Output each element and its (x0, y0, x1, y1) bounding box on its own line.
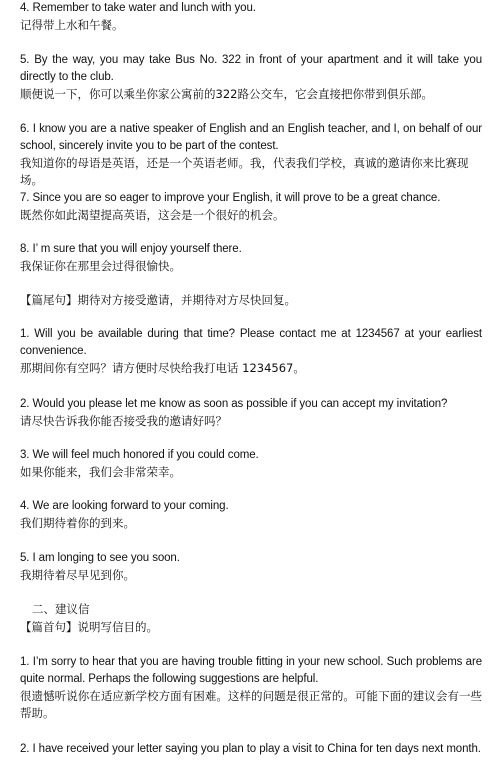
list-item (20, 396, 482, 430)
chinese-translation: 很遗憾听说你在适应新学校方面有困难。这样的问题是很正常的。可能下面的建议会有一些帮助。 (20, 689, 482, 720)
english-sentence: 2. Would you please let me know as soon as possible if you can accept my invitation? (20, 398, 448, 410)
chinese-translation: 我保证你在那里会过得很愉快。 (20, 259, 181, 273)
english-sentence: 5. By the way, you may take Bus No. 322 in front of your apartment and it will take you directly to the club. (20, 54, 482, 83)
english-sentence: 3. We will feel much honored if you could come. (20, 449, 259, 461)
chinese-translation: 那期间你有空吗？请方便时尽快给我打电话 1234567。 (20, 361, 305, 375)
chinese-translation: 我期待着尽早见到你。 (20, 568, 135, 582)
english-sentence: 5. I am longing to see you soon. (20, 552, 180, 564)
section-heading (20, 292, 482, 309)
section-title (20, 601, 482, 618)
list-item (20, 741, 482, 758)
chinese-translation: 顺便说一下，你可以乘坐你家公寓前的322路公交车，它会直接把你带到俱乐部。 (20, 87, 433, 101)
heading-text: 【篇首句】说明写信目的。 (20, 620, 158, 634)
chinese-translation: 我们期待着你的到来。 (20, 516, 135, 530)
list-item (20, 241, 482, 275)
english-sentence: 6. I know you are a native speaker of English and an English teacher, and I, on behalf of our school, sincerely invite you to be part of the contest. (20, 123, 482, 152)
list-item (20, 121, 482, 189)
english-sentence: 4. Remember to take water and lunch with you. (20, 2, 256, 14)
english-sentence: 7. Since you are so eager to improve your English, it will prove to be a great chance. (20, 192, 441, 204)
list-item (20, 326, 482, 377)
chinese-translation: 我知道你的母语是英语，还是一个英语老师。我，代表我们学校，真诚的邀请你来比赛现场。 (20, 156, 469, 187)
chinese-translation: 既然你如此渴望提高英语，这会是一个很好的机会。 (20, 208, 285, 222)
list-item (20, 498, 482, 532)
section-title-text: 二、建议信 (32, 602, 90, 616)
english-sentence: 4. We are looking forward to your coming. (20, 500, 229, 512)
list-item (20, 447, 482, 481)
english-sentence: 1. I’m sorry to hear that you are having trouble fitting in your new school. Such problems are quite normal. Perhaps the following suggestions are helpful. (20, 656, 482, 685)
english-sentence: 1. Will you be available during that time? Please contact me at 1234567 at your earliest convenience. (20, 328, 482, 357)
list-item (20, 550, 482, 584)
english-sentence: 8. I’ m sure that you will enjoy yourself there. (20, 243, 242, 255)
list-item (20, 190, 482, 224)
list-item (20, 0, 482, 34)
chinese-translation: 记得带上水和午餐。 (20, 18, 124, 32)
heading-text: 【篇尾句】期待对方接受邀请，并期待对方尽快回复。 (20, 293, 296, 307)
chinese-translation: 请尽快告诉我你能否接受我的邀请好吗？ (20, 414, 227, 428)
list-item (20, 52, 482, 103)
english-sentence: 2. I have received your letter saying you plan to play a visit to China for ten days next month. (20, 743, 481, 755)
section-heading (20, 619, 482, 636)
chinese-translation: 如果你能来，我们会非常荣幸。 (20, 465, 181, 479)
list-item (20, 654, 482, 722)
